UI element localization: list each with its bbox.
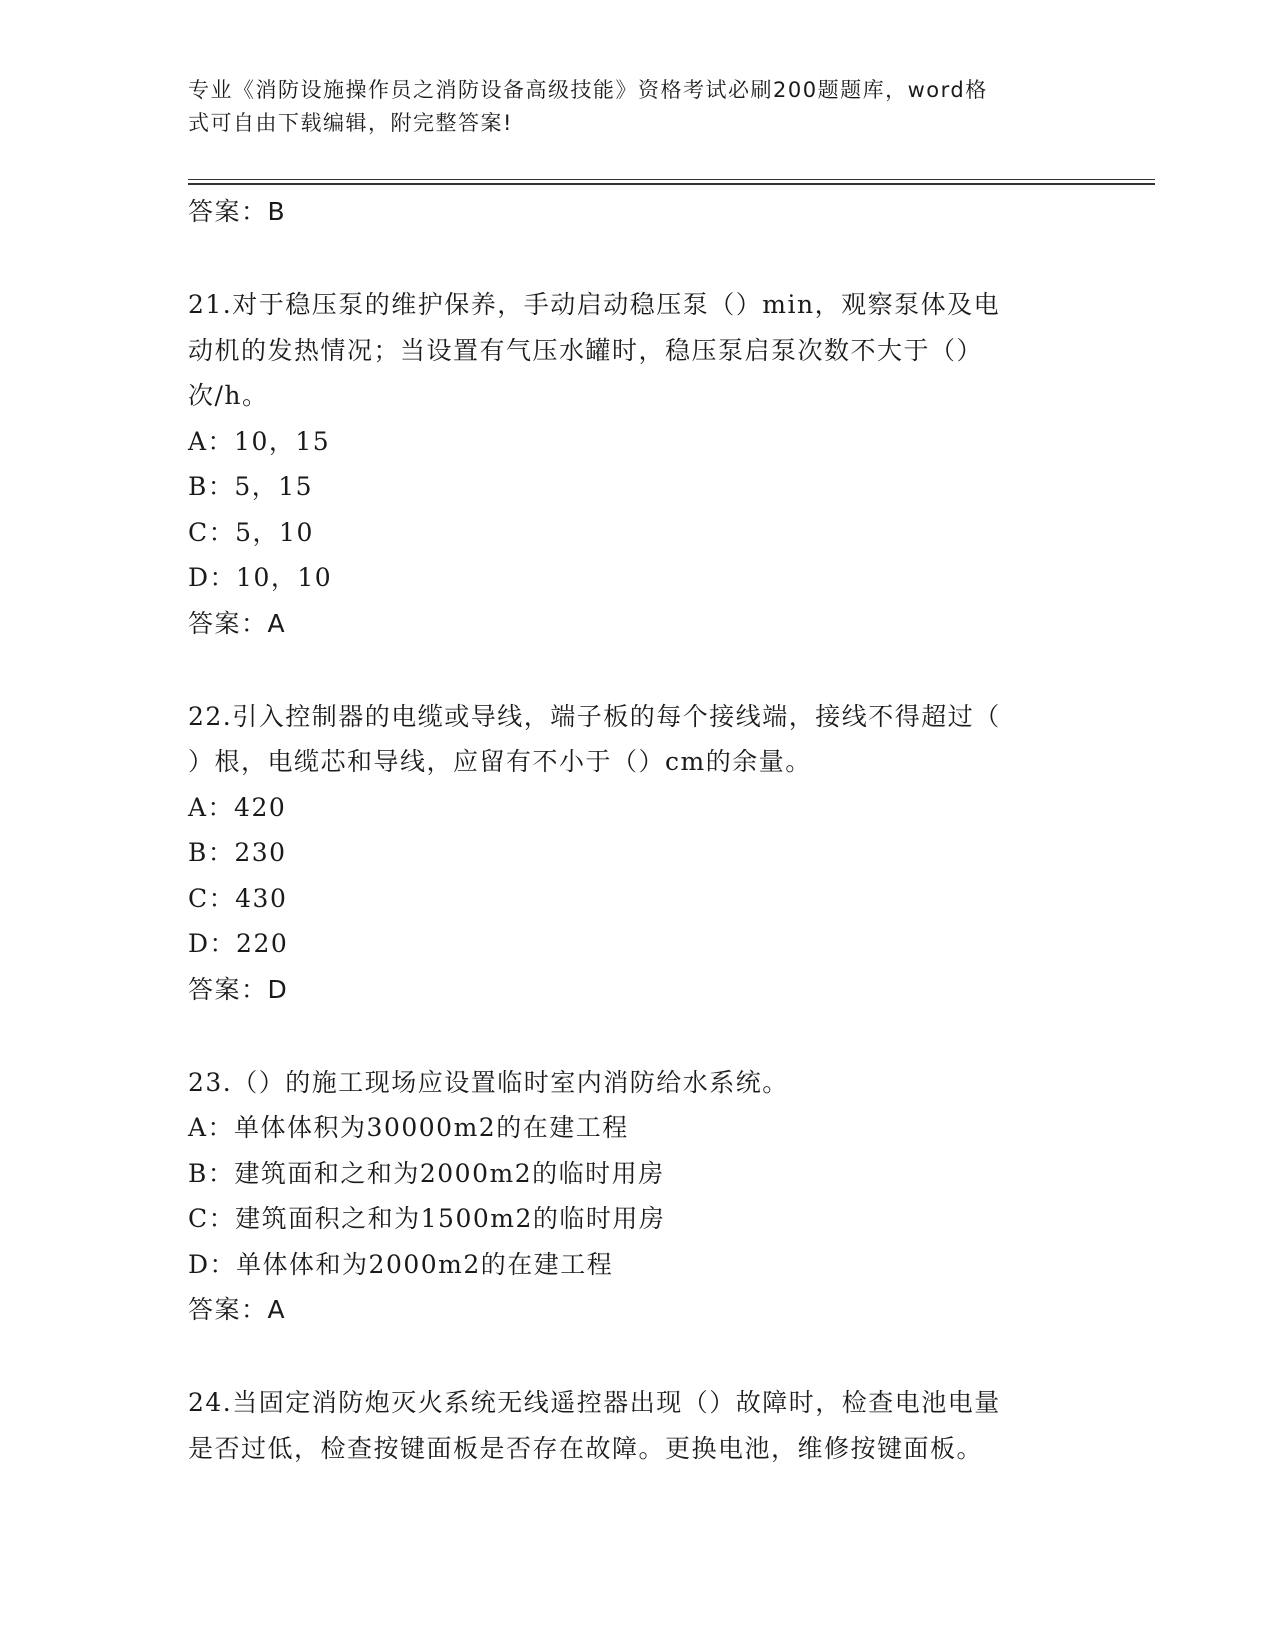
question-text-line: 次/h。	[188, 381, 269, 410]
header-line-2: 式可自由下载编辑，附完整答案!	[188, 111, 513, 135]
question-text-line: ）根，电缆芯和导线，应留有不小于（）cm的余量。	[188, 747, 812, 776]
question-text-line: 21.对于稳压泵的维护保养，手动启动稳压泵（）min，观察泵体及电	[188, 290, 1001, 319]
option-b: B：建筑面和之和为2000m2的临时用房	[188, 1158, 665, 1188]
spacer	[188, 234, 1088, 282]
option-d: D：10，10	[188, 563, 333, 592]
option-a: A：10，15	[188, 426, 331, 456]
option-d: D：单体体和为2000m2的在建工程	[188, 1249, 614, 1279]
question-text	[188, 1380, 1088, 1471]
question-text	[188, 1060, 1088, 1106]
question-text-line: 是否过低，检查按键面板是否存在故障。更换电池，维修按键面板。	[188, 1433, 984, 1463]
spacer	[188, 1012, 1088, 1060]
question-text	[188, 694, 1088, 785]
option-c: C：5，10	[188, 517, 314, 547]
option-c: C：430	[188, 883, 288, 913]
option-c: C：建筑面积之和为1500m2的临时用房	[188, 1204, 666, 1233]
answer-line: 答案：D	[188, 974, 289, 1004]
page-header	[188, 74, 1068, 140]
spacer	[188, 1332, 1088, 1380]
question-text	[188, 282, 1088, 419]
question-block	[188, 1060, 1088, 1333]
header-line-1: 专业《消防设施操作员之消防设备高级技能》资格考试必刷200题题库，word格	[188, 78, 988, 102]
answer-line: 答案：A	[188, 1295, 287, 1324]
option-b: B：230	[188, 838, 287, 867]
question-block	[188, 694, 1088, 1012]
option-d: D：220	[188, 929, 289, 958]
question-list	[188, 189, 1088, 1471]
answer-line: 答案：B	[188, 197, 287, 226]
header-divider-thick	[188, 183, 1155, 185]
question-text-line: 动机的发热情况；当设置有气压水罐时，稳压泵启泵次数不大于（）	[188, 335, 984, 365]
question-block	[188, 282, 1088, 646]
question-text-line: 23.（）的施工现场应设置临时室内消防给水系统。	[188, 1067, 789, 1097]
header-divider-thin	[188, 179, 1155, 180]
spacer	[188, 646, 1088, 694]
option-a: A：单体体积为30000m2的在建工程	[188, 1113, 629, 1142]
question-block	[188, 1380, 1088, 1471]
question-text-line: 24.当固定消防炮灭火系统无线遥控器出现（）故障时，检查电池电量	[188, 1388, 1001, 1417]
answer-line: 答案：A	[188, 608, 287, 638]
option-b: B：5，15	[188, 472, 314, 501]
option-a: A：420	[188, 792, 287, 822]
question-text-line: 22.引入控制器的电缆或导线，端子板的每个接线端，接线不得超过（	[188, 701, 1001, 731]
